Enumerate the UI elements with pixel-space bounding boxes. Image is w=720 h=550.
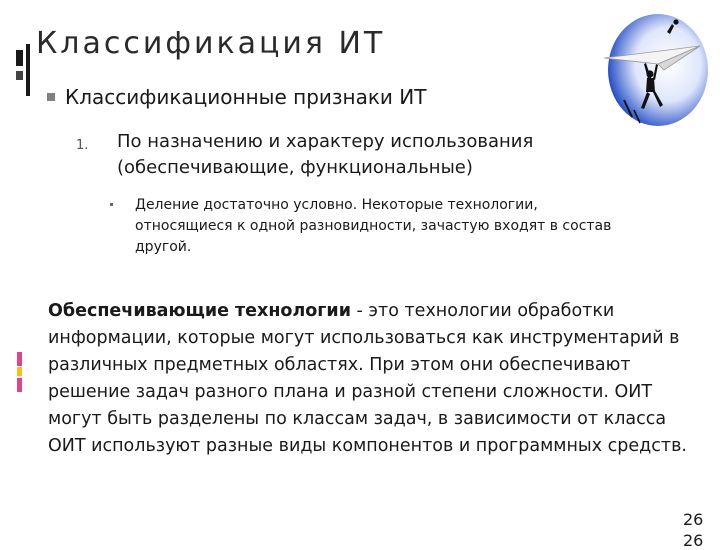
paragraph-term: Обеспечивающие технологии [48, 301, 351, 321]
decor-bar [26, 44, 30, 96]
square-bullet-icon [47, 93, 55, 101]
slide-title: Классификация ИТ [36, 26, 386, 61]
body-paragraph [48, 298, 688, 460]
decor-bar [16, 71, 23, 80]
decor-stripe-pink [17, 352, 22, 366]
numbered-item-text: По назначению и характеру использования (обеспечивающие, функциональные) [117, 131, 534, 178]
sub-bullet-text: Деление достаточно условно. Некоторые технологии, относящиеся к одной разновидности, зачастую входят в состав другой. [135, 197, 612, 255]
decor-stripe-yellow [17, 367, 22, 376]
bullet-level1 [47, 85, 426, 109]
bullet-level1-text: Классификационные признаки ИТ [65, 85, 427, 109]
page-number-duplicate: 26 [683, 531, 704, 550]
decor-stripe-pink [17, 378, 22, 392]
page-number: 26 [683, 510, 704, 529]
paper-plane-businessman-illustration [594, 12, 712, 130]
paragraph-definition: - это технологии обработки информации, которые могут использоваться как инструментарий в различных предметных областях. При этом они обеспечивают решение задач разного плана и разной степени сложности. ОИТ могут быть разделены по классам задач, в зависимости от класса ОИТ используют разные виды компонентов и программных средств. [48, 301, 687, 456]
item-number: 1. [76, 138, 89, 153]
decor-bar [16, 50, 23, 66]
dot-bullet-icon [110, 203, 113, 206]
